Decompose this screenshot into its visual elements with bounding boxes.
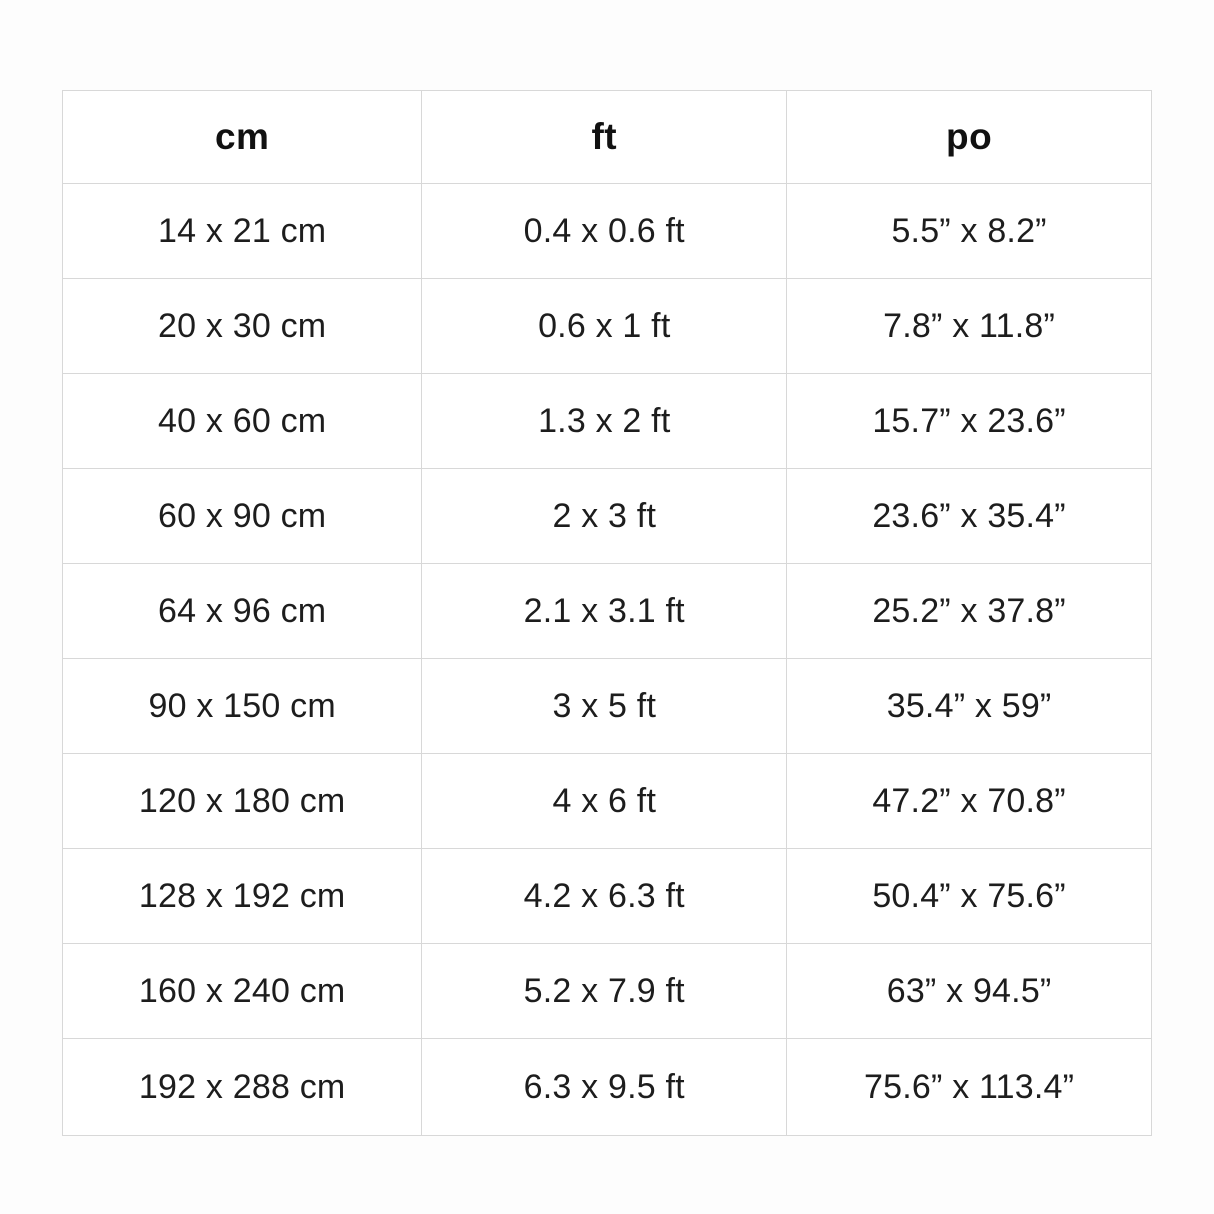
- cell-po: 47.2” x 70.8”: [787, 754, 1152, 849]
- table-header-row: [63, 91, 1152, 184]
- table-row: [63, 944, 1152, 1039]
- cell-ft: 2.1 x 3.1 ft: [422, 564, 787, 659]
- cell-ft: 6.3 x 9.5 ft: [422, 1039, 787, 1136]
- cell-ft: 3 x 5 ft: [422, 659, 787, 754]
- table-row: [63, 659, 1152, 754]
- table-row: [63, 754, 1152, 849]
- table-row: [63, 1039, 1152, 1136]
- column-header-cm: cm: [63, 91, 422, 184]
- cell-ft: 0.4 x 0.6 ft: [422, 184, 787, 279]
- cell-po: 23.6” x 35.4”: [787, 469, 1152, 564]
- table-row: [63, 184, 1152, 279]
- column-header-po: po: [787, 91, 1152, 184]
- cell-ft: 2 x 3 ft: [422, 469, 787, 564]
- cell-cm: 128 x 192 cm: [63, 849, 422, 944]
- table-row: [63, 469, 1152, 564]
- cell-po: 5.5” x 8.2”: [787, 184, 1152, 279]
- column-header-ft: ft: [422, 91, 787, 184]
- cell-cm: 192 x 288 cm: [63, 1039, 422, 1136]
- table-header: [63, 91, 1152, 184]
- cell-po: 25.2” x 37.8”: [787, 564, 1152, 659]
- cell-po: 50.4” x 75.6”: [787, 849, 1152, 944]
- table-row: [63, 849, 1152, 944]
- cell-cm: 90 x 150 cm: [63, 659, 422, 754]
- size-conversion-table: [62, 90, 1152, 1136]
- cell-cm: 60 x 90 cm: [63, 469, 422, 564]
- cell-ft: 4 x 6 ft: [422, 754, 787, 849]
- table-body: [63, 184, 1152, 1136]
- cell-po: 15.7” x 23.6”: [787, 374, 1152, 469]
- cell-po: 35.4” x 59”: [787, 659, 1152, 754]
- table-row: [63, 374, 1152, 469]
- cell-ft: 1.3 x 2 ft: [422, 374, 787, 469]
- cell-ft: 4.2 x 6.3 ft: [422, 849, 787, 944]
- cell-cm: 40 x 60 cm: [63, 374, 422, 469]
- cell-po: 75.6” x 113.4”: [787, 1039, 1152, 1136]
- cell-cm: 160 x 240 cm: [63, 944, 422, 1039]
- cell-po: 7.8” x 11.8”: [787, 279, 1152, 374]
- size-conversion-table-container: [62, 90, 1152, 1120]
- cell-cm: 20 x 30 cm: [63, 279, 422, 374]
- cell-po: 63” x 94.5”: [787, 944, 1152, 1039]
- cell-cm: 14 x 21 cm: [63, 184, 422, 279]
- cell-cm: 64 x 96 cm: [63, 564, 422, 659]
- cell-ft: 5.2 x 7.9 ft: [422, 944, 787, 1039]
- table-row: [63, 279, 1152, 374]
- table-row: [63, 564, 1152, 659]
- cell-cm: 120 x 180 cm: [63, 754, 422, 849]
- cell-ft: 0.6 x 1 ft: [422, 279, 787, 374]
